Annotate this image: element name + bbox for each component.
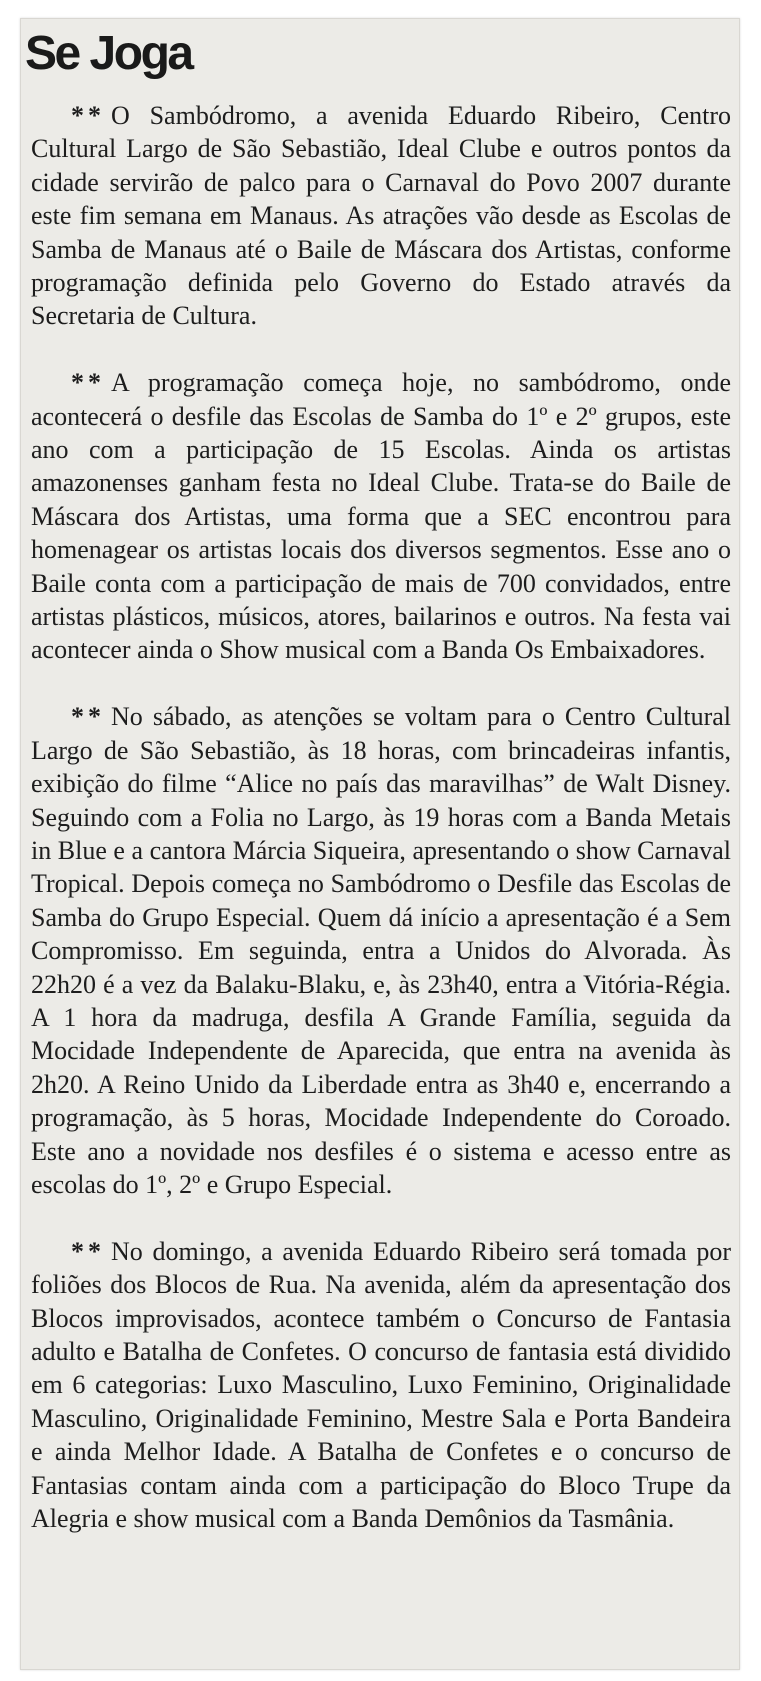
article-paragraph: [31, 366, 731, 667]
article-heading: Se Joga: [25, 27, 192, 80]
article-body: [31, 99, 731, 1535]
paragraph-marker: **: [71, 101, 105, 130]
paragraph-marker: **: [71, 702, 105, 732]
paragraph-marker: **: [71, 1236, 105, 1266]
article-paragraph: [31, 99, 731, 333]
paragraph-text: O Sambódromo, a avenida Eduardo Ribeiro, Centro Cultural Largo de São Sebastião, Ideal Clube e outros pontos da cidade servirão de palco para o Carnaval do Povo 2007 durante este fim semana em Manaus. As atrações vão desde as Escolas de Samba de Manaus até o Baile de Máscara dos Artistas, conforme programação definida pelo Governo do Estado através da Secretaria de Cultura.: [31, 101, 731, 331]
article-paragraph: [31, 700, 731, 1201]
paragraph-text: No domingo, a avenida Eduardo Ribeiro será tomada por foliões dos Blocos de Rua. Na avenida, além da apresentação dos Blocos improvisados, acontece também o Concurso de Fantasia adulto e Batalha de Confetes. O concurso de fantasia está dividido em 6 categorias: Luxo Masculino, Luxo Feminino, Originalidade Masculino, Originalidade Feminino, Mestre Sala e Porta Bandeira e ainda Melhor Idade. A Batalha de Confetes e o concurso de Fantasias contam ainda com a participação do Bloco Trupe da Alegria e show musical com a Banda Demônios da Tasmânia.: [31, 1236, 731, 1534]
paragraph-marker: **: [71, 368, 105, 398]
paragraph-text: No sábado, as atenções se voltam para o Centro Cultural Largo de São Sebastião, às 18 horas, com brincadeiras infantis, exibição do filme “Alice no país das maravilhas” de Walt Disney. Seguindo com a Folia no Largo, às 19 horas com a Banda Metais in Blue e a cantora Márcia Siqueira, apresentando o show Carnaval Tropical. Depois começa no Sambódromo o Desfile das Escolas de Samba do Grupo Especial. Quem dá início a apresentação é a Sem Compromisso. Em seguinda, entra a Unidos do Alvorada. Às 22h20 é a vez da Balaku-Blaku, e, às 23h40, entra a Vitória-Régia. A 1 hora da madruga, desfila A Grande Família, seguida da Mocidade Independente de Aparecida, que entra na avenida às 2h20. A Reino Unido da Liberdade entra as 3h40 e, encerrando a programação, às 5 horas, Mocidade Independente do Coroado. Este ano a novidade nos desfiles é o sistema e acesso entre as escolas do 1º, 2º e Grupo Especial.: [31, 702, 731, 1199]
newspaper-clipping: [20, 18, 740, 1670]
article-paragraph: [31, 1235, 731, 1536]
paragraph-text: A programação começa hoje, no sambódromo, onde acontecerá o desfile das Escolas de Samba do 1º e 2º grupos, este ano com a participação de 15 Escolas. Ainda os artistas amazonenses ganham festa no Ideal Clube. Trata-se do Baile de Máscara dos Artistas, uma forma que a SEC encontrou para homenagear os artistas locais dos diversos segmentos. Esse ano o Baile conta com a participação de mais de 700 convidados, entre artistas plásticos, músicos, atores, bailarinos e outros. Na festa vai acontecer ainda o Show musical com a Banda Os Embaixadores.: [31, 368, 731, 665]
